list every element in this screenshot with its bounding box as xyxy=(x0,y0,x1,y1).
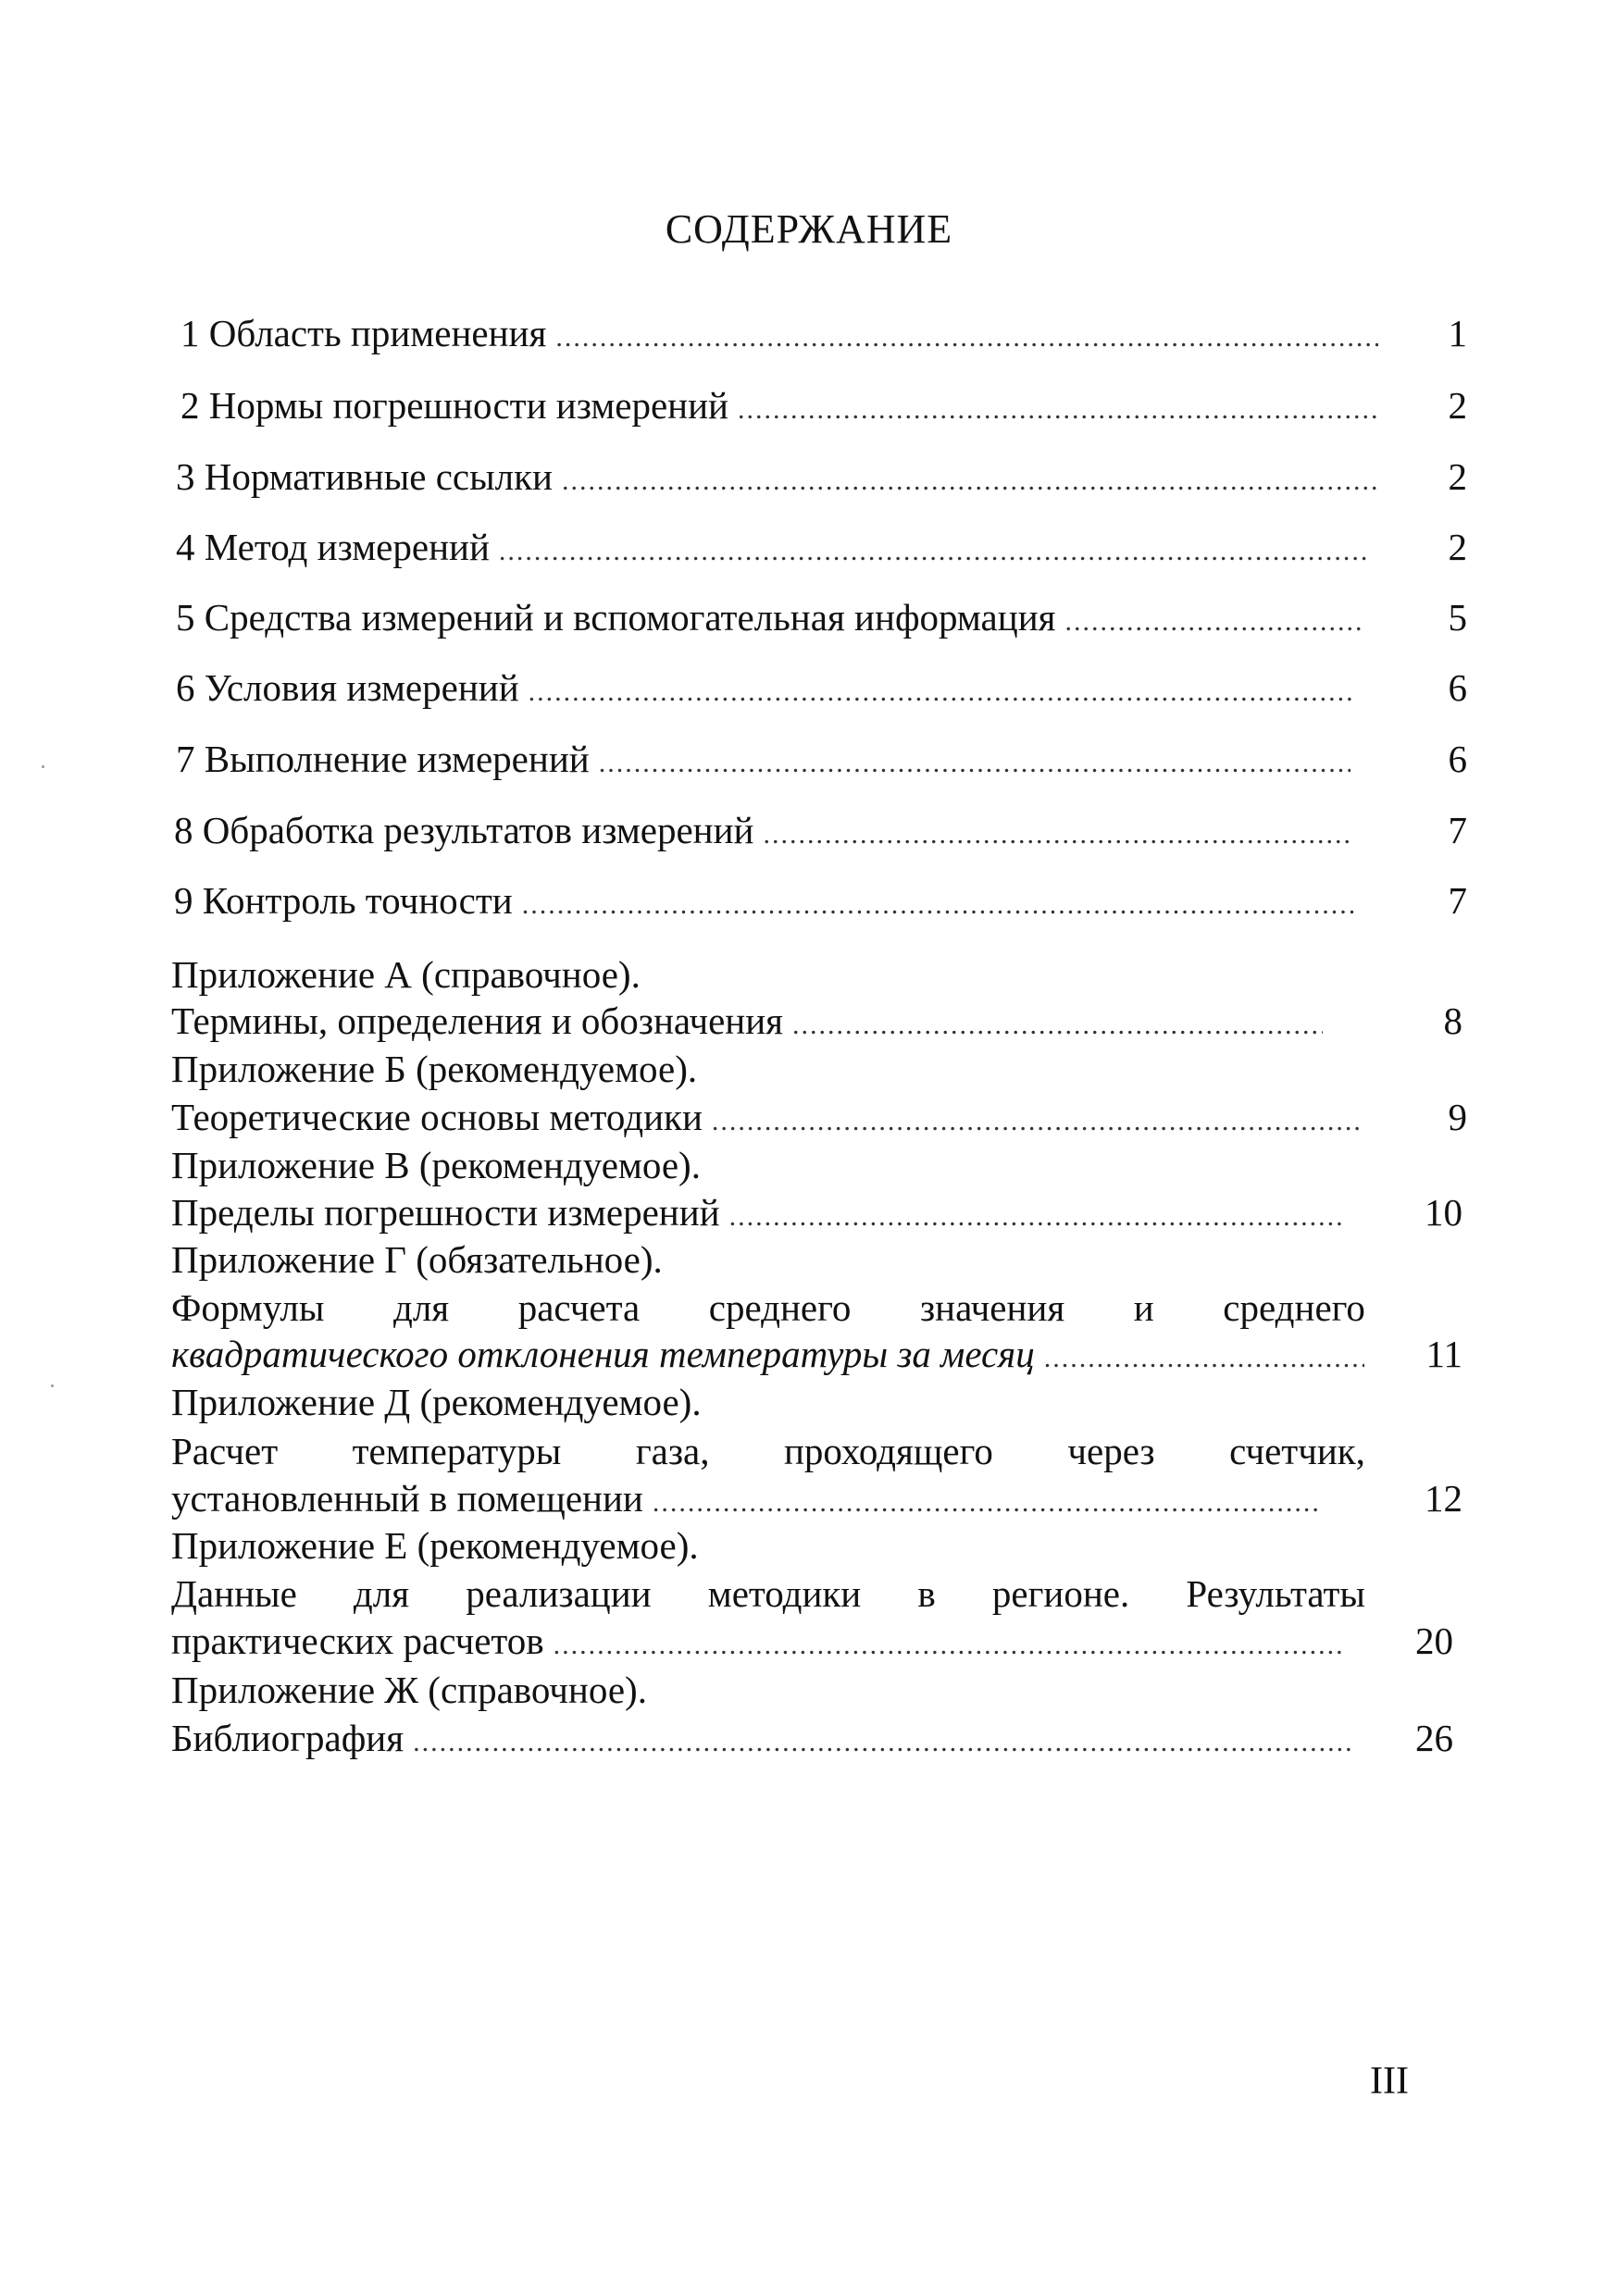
scan-speck xyxy=(51,1384,54,1387)
toc-entry-label: 1 Область применения xyxy=(180,312,547,354)
toc-entry-8[interactable] xyxy=(174,807,1356,858)
word: через xyxy=(1067,1430,1155,1472)
toc-entry-appendix-v[interactable] xyxy=(171,1189,1351,1240)
word: расчета xyxy=(517,1286,641,1329)
toc-entry-page: 8 xyxy=(1443,999,1462,1042)
word: Формулы xyxy=(171,1286,325,1329)
toc-entry-9[interactable] xyxy=(174,877,1361,928)
toc-entry-page: 6 xyxy=(1448,738,1467,780)
toc-entry-page: 11 xyxy=(1425,1333,1462,1375)
toc-entry-appendix-g[interactable] xyxy=(171,1331,1370,1382)
toc-entry-label: 4 Метод измерений xyxy=(176,526,490,568)
toc-entry-page: 12 xyxy=(1425,1477,1462,1520)
toc-entry-label: 3 Нормативные ссылки xyxy=(176,455,553,498)
toc-entry-label: 2 Нормы погрешности измерений xyxy=(180,384,728,427)
page-number: III xyxy=(1370,2060,1409,2103)
toc-entry-4[interactable] xyxy=(176,524,1375,575)
word: в xyxy=(917,1572,936,1615)
toc-entry-page: 26 xyxy=(1415,1717,1453,1759)
scan-speck xyxy=(42,765,44,768)
toc-entry-page: 2 xyxy=(1448,526,1467,568)
toc-entry-5[interactable] xyxy=(176,594,1370,645)
word: Данные xyxy=(171,1572,297,1615)
toc-entry-7[interactable] xyxy=(176,736,1356,787)
dot-leader xyxy=(653,1480,1323,1526)
dot-leader xyxy=(738,387,1378,433)
toc-entry-page: 2 xyxy=(1448,384,1467,427)
toc-entry-label: установленный в помещении xyxy=(171,1477,643,1520)
appendix-d-title-line-1 xyxy=(171,1428,1365,1474)
word: Результаты xyxy=(1186,1572,1365,1615)
appendix-d-heading: Приложение Д (рекомендуемое). xyxy=(171,1381,702,1423)
toc-entry-label: 7 Выполнение измерений xyxy=(176,738,590,780)
toc-entry-page: 7 xyxy=(1448,809,1467,851)
appendix-e-title-line-1 xyxy=(171,1570,1365,1617)
toc-entry-label: Библиография xyxy=(171,1717,404,1759)
toc-entry-appendix-b[interactable] xyxy=(171,1094,1365,1145)
toc-entry-appendix-e[interactable] xyxy=(171,1618,1351,1669)
toc-entry-appendix-a[interactable] xyxy=(171,998,1328,1049)
appendix-g-title-line-1 xyxy=(171,1285,1365,1331)
appendix-e-heading: Приложение Е (рекомендуемое). xyxy=(171,1524,699,1567)
dot-leader xyxy=(522,882,1355,928)
toc-entry-label: 6 Условия измерений xyxy=(176,666,519,709)
dot-leader xyxy=(413,1719,1355,1766)
word: значения xyxy=(919,1286,1065,1329)
dot-leader xyxy=(529,669,1355,715)
word: проходящего xyxy=(783,1430,993,1472)
toc-entry-3[interactable] xyxy=(176,453,1384,504)
dot-leader xyxy=(1044,1335,1364,1382)
word: среднего xyxy=(708,1286,852,1329)
toc-entry-appendix-d[interactable] xyxy=(171,1475,1328,1526)
dot-leader xyxy=(729,1194,1346,1240)
toc-entry-page: 5 xyxy=(1448,596,1467,639)
appendix-b-heading: Приложение Б (рекомендуемое). xyxy=(171,1048,698,1090)
word: и xyxy=(1133,1286,1154,1329)
toc-entry-label: Пределы погрешности измерений xyxy=(171,1191,720,1234)
word: для xyxy=(392,1286,450,1329)
page-title: СОДЕРЖАНИЕ xyxy=(665,206,953,252)
word: температуры xyxy=(352,1430,562,1472)
dot-leader xyxy=(499,528,1369,575)
word: реализации xyxy=(466,1572,652,1615)
dot-leader xyxy=(1065,599,1365,645)
toc-entry-label: Термины, определения и обозначения xyxy=(171,999,784,1042)
appendix-zh-heading: Приложение Ж (справочное). xyxy=(171,1669,647,1711)
word: среднего xyxy=(1223,1286,1365,1329)
toc-entry-label: 5 Средства измерений и вспомогательная информация xyxy=(176,596,1056,639)
dot-leader xyxy=(562,458,1378,504)
toc-entry-page: 2 xyxy=(1448,455,1467,498)
appendix-a-heading: Приложение А (справочное). xyxy=(171,953,641,996)
word: регионе. xyxy=(991,1572,1130,1615)
word: для xyxy=(353,1572,410,1615)
toc-entry-bibliography[interactable] xyxy=(171,1715,1361,1766)
toc-entry-page: 7 xyxy=(1448,879,1467,922)
dot-leader xyxy=(555,315,1378,361)
toc-entry-page: 9 xyxy=(1448,1096,1467,1138)
word: газа, xyxy=(635,1430,710,1472)
word: счетчик, xyxy=(1229,1430,1365,1472)
toc-entry-page: 20 xyxy=(1415,1620,1453,1662)
appendix-g-heading: Приложение Г (обязательное). xyxy=(171,1238,663,1281)
appendix-v-heading: Приложение В (рекомендуемое). xyxy=(171,1144,701,1186)
toc-entry-page: 10 xyxy=(1425,1191,1462,1234)
toc-entry-1[interactable] xyxy=(180,310,1384,361)
toc-entry-page: 6 xyxy=(1448,666,1467,709)
word: Расчет xyxy=(171,1430,279,1472)
toc-entry-6[interactable] xyxy=(176,664,1361,715)
toc-entry-2[interactable] xyxy=(180,382,1384,433)
toc-entry-label: практических расчетов xyxy=(171,1620,544,1662)
toc-entry-label: 9 Контроль точности xyxy=(174,879,513,922)
word: методики xyxy=(707,1572,862,1615)
toc-entry-label: 8 Обработка результатов измерений xyxy=(174,809,754,851)
dot-leader xyxy=(554,1622,1346,1669)
dot-leader xyxy=(792,1002,1323,1049)
dot-leader xyxy=(599,740,1350,787)
dot-leader xyxy=(712,1098,1360,1145)
toc-entry-label: Теоретические основы методики xyxy=(171,1096,703,1138)
toc-entry-label: квадратического отклонения температуры за месяц xyxy=(171,1333,1035,1375)
dot-leader xyxy=(764,812,1351,858)
toc-entry-page: 1 xyxy=(1448,312,1467,354)
